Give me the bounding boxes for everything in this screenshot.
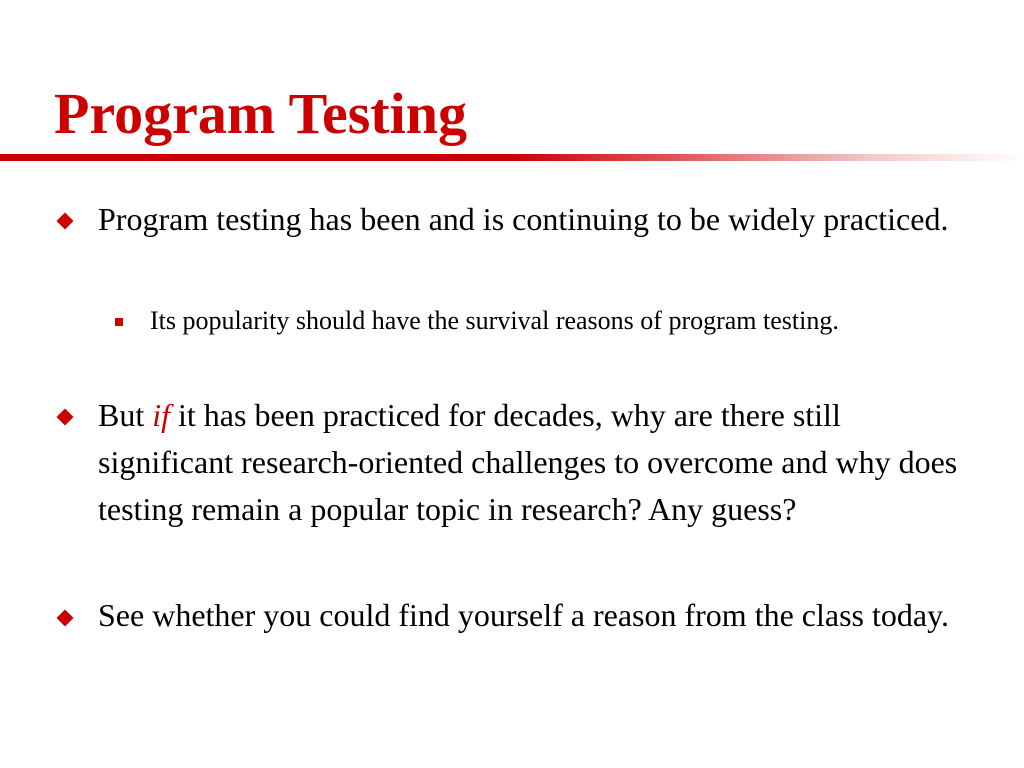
title-divider <box>0 154 1024 162</box>
diamond-bullet-icon <box>57 610 74 627</box>
title-divider-solid <box>0 154 512 161</box>
bullet-item: Program testing has been and is continuing to be widely practiced. <box>98 201 949 237</box>
diamond-bullet-icon <box>57 213 74 230</box>
bullet-text-before: But <box>98 397 153 433</box>
emphasis-word: if <box>152 397 171 433</box>
square-bullet-icon <box>115 318 123 326</box>
sub-bullet-item: Its popularity should have the survival reasons of program testing. <box>150 306 839 335</box>
slide-title: Program Testing <box>54 81 467 146</box>
bullet-item <box>98 392 978 533</box>
title-divider-gradient <box>512 154 1024 161</box>
diamond-bullet-icon <box>57 409 74 426</box>
bullet-text-after: it has been practiced for decades, why are there still significant research-oriented challenges to overcome and why does testing remain a popular topic in research? Any guess? <box>98 397 958 527</box>
bullet-item: See whether you could find yourself a reason from the class today. <box>98 597 949 633</box>
